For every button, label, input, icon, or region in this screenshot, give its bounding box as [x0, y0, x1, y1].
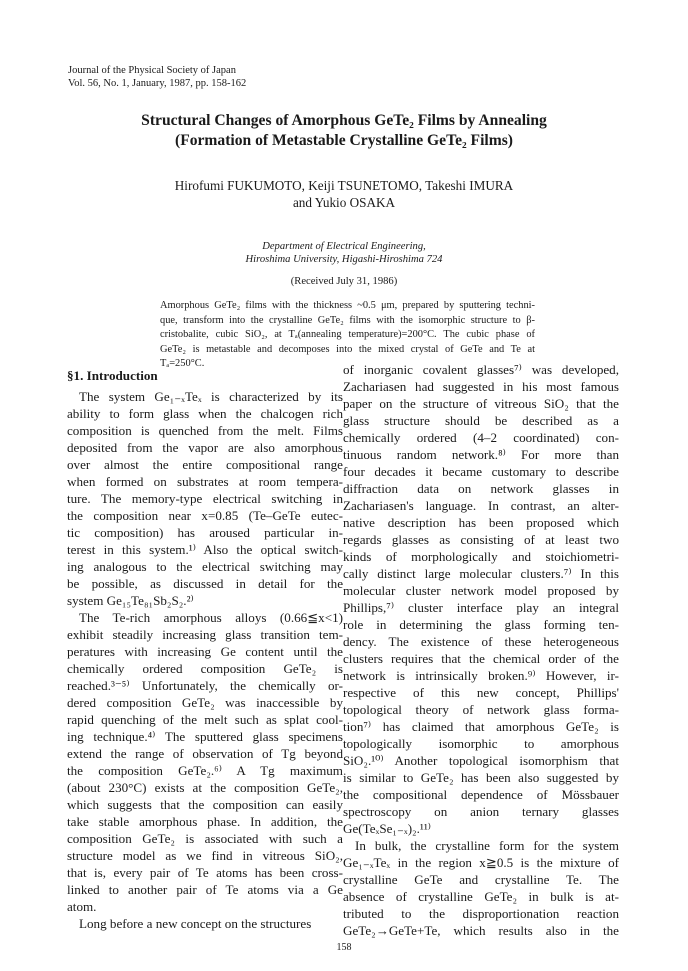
body-line: In bulk, the crystalline form for the system — [355, 838, 619, 853]
body-line: glass structure should be described as a — [343, 413, 619, 428]
body-line: deposited from the vapor are also amorphous — [67, 440, 343, 455]
body-line: clusters requires that the chemical order of the — [343, 651, 619, 666]
body-line: Ge(TeₓSe₁₋ₓ)₂.¹¹⁾ — [343, 821, 431, 836]
body-line: of inorganic covalent glasses⁷⁾ was developed, — [343, 362, 619, 377]
affiliation — [40, 240, 648, 266]
body-line: tic composition) has aroused particular in- — [67, 525, 343, 540]
body-line: crystalline GeTe and crystalline Te. The — [343, 872, 619, 887]
body-line: extend the range of observation of Tg beyond — [67, 746, 343, 761]
body-line: tinuous random network.⁸⁾ For more than — [343, 447, 619, 462]
section-heading: §1. Introduction — [67, 368, 158, 383]
body-line: atom. — [67, 899, 97, 914]
body-line: SiO₂.¹⁰⁾ Another topological isomorphism that — [343, 753, 619, 768]
body-line: four decades it became customary to describe — [343, 464, 619, 479]
body-line: the composition near x=0.85 (Te–GeTe eutec- — [67, 508, 343, 523]
body-line: the compositional dependence of Mössbauer — [343, 787, 619, 802]
body-line: regards glasses as consisting of at least two — [343, 532, 619, 547]
body-line: when formed on substrates at room tempera- — [67, 474, 343, 489]
body-line: Phillips,⁷⁾ cluster interface play an integral — [343, 600, 619, 615]
body-line: role in determining the glass forming ten- — [343, 617, 619, 632]
body-line: which suggests that the composition can easily — [67, 797, 343, 812]
abstract-line: Tₐ=250°C. — [160, 358, 205, 369]
body-line: GeTe₂→GeTe+Te, which results also in the — [343, 923, 619, 938]
journal-name: Journal of the Physical Society of Japan — [68, 65, 236, 76]
body-line: The system Ge₁₋ₓTeₓ is characterized by its — [79, 389, 343, 404]
body-line: network is intrinsically broken.⁹⁾ However, ir- — [343, 668, 619, 683]
body-line: kinds of morphologically and stoichiometri- — [343, 549, 619, 564]
body-line: system Ge₁₅Te₈₁Sb₂S₂.²⁾ — [67, 593, 194, 608]
body-line: paper on the structure of vitreous SiO₂ that the — [343, 396, 619, 411]
body-line: chemically ordered composition GeTe₂ is — [67, 661, 343, 676]
body-line: Zachariasen's language. In contrast, an alter- — [343, 498, 619, 513]
left-column — [67, 361, 343, 932]
body-line: exhibit steadily increasing glass transition tem- — [67, 627, 343, 642]
affiliation-line-1: Department of Electrical Engineering, — [262, 241, 426, 252]
body-line: ing technique.⁴⁾ The sputtered glass specimens — [67, 729, 343, 744]
title-line-1: Structural Changes of Amorphous GeTe₂ Films by Annealing — [141, 112, 547, 129]
body-line: topologically isomorphic to amorphous — [343, 736, 619, 751]
body-line: Zachariasen had suggested in his most famous — [343, 379, 619, 394]
body-line: tributed to the disproportionation reaction — [343, 906, 619, 921]
authors-line-1: Hirofumi FUKUMOTO, Keiji TSUNETOMO, Takeshi IMURA — [174, 178, 514, 193]
title-line-2: (Formation of Metastable Crystalline GeTe₂ Films) — [175, 132, 513, 149]
body-line: The Te-rich amorphous alloys (0.66≦x<1) — [79, 610, 343, 625]
body-line: Ge₁₋ₓTeₓ in the region x≧0.5 is the mixture of — [343, 855, 619, 870]
body-line: (about 230°C) exists at the composition GeTe₂, — [67, 780, 343, 795]
author-list — [40, 177, 648, 211]
journal-volume: Vol. 56, No. 1, January, 1987, pp. 158-162 — [68, 78, 247, 89]
body-line: tion⁷⁾ has claimed that amorphous GeTe₂ is — [343, 719, 619, 734]
body-line: that is, every pair of Te atoms has been cross- — [67, 865, 343, 880]
paper-title — [40, 111, 648, 151]
affiliation-line-2: Hiroshima University, Higashi-Hiroshima 724 — [245, 254, 443, 265]
body-line: reached.³⁻⁵⁾ Unfortunately, the chemically or- — [67, 678, 343, 693]
body-line: absence of crystalline GeTe₂ in bulk is at- — [343, 889, 619, 904]
body-line: diffraction data on network glasses in — [343, 481, 619, 496]
right-column — [343, 361, 619, 939]
body-line: composition is quenched from the melt. Films — [67, 423, 343, 438]
body-line: ing analogous to the electrical switching may — [67, 559, 343, 574]
body-line: dency. The existence of these heterogeneous — [343, 634, 619, 649]
body-line: topological theory of network glass forma- — [343, 702, 619, 717]
abstract-line: que, transform into the crystalline GeTe₂ films with the isomorphic structure to β- — [160, 314, 535, 326]
body-line: ability to form glass when the chalcogen rich — [67, 406, 343, 421]
body-line: chemically ordered (4–2 coordinated) con- — [343, 430, 619, 445]
body-line: molecular cluster network model proposed by — [343, 583, 619, 598]
body-line: composition GeTe₂ is associated with such a — [67, 831, 343, 846]
abstract-line: GeTe₂ is metastable and decomposes into the mixed crystal of GeTe and Te at — [160, 343, 535, 355]
body-line: dered composition GeTe₂ was inaccessible by — [67, 695, 343, 710]
body-line: take stable amorphous phase. In addition, the — [67, 814, 343, 829]
page-number: 158 — [336, 942, 352, 953]
body-line: is similar to GeTe₂ has been also suggested by — [343, 770, 619, 785]
body-line: terest in this system.¹⁾ Also the optical switch- — [67, 542, 343, 557]
body-line: respective of this new concept, Phillips' — [343, 685, 619, 700]
body-line: peratures with increasing Ge content until the — [67, 644, 343, 659]
abstract-line: Amorphous GeTe₂ films with the thickness ~0.5 μm, prepared by sputtering techni- — [160, 300, 535, 311]
body-line: over almost the entire compositional range — [67, 457, 343, 472]
body-line: ture. The memory-type electrical switching in — [67, 491, 343, 506]
body-line: structure model as we find in vitreous SiO₂, — [67, 848, 343, 863]
journal-citation — [68, 64, 246, 90]
body-line: cally distinct large molecular clusters.⁷⁾ In this — [343, 566, 619, 581]
authors-line-2: and Yukio OSAKA — [292, 195, 396, 210]
body-line: rapid quenching of the melt such as splat cool- — [67, 712, 343, 727]
received-date: (Received July 31, 1986) — [290, 276, 398, 287]
body-line: the composition GeTe₂.⁶⁾ A Tg maximum — [67, 763, 343, 778]
body-line: spectroscopy on anion ternary glasses — [343, 804, 619, 819]
abstract-line: cristobalite, cubic SiO₂, at Tₐ(annealing temperature)=200°C. The cubic phase of — [160, 329, 535, 340]
body-line: native description has been proposed which — [343, 515, 619, 530]
body-line: linked to another pair of Te atoms via a Ge — [67, 882, 343, 897]
body-line: Long before a new concept on the structures — [79, 916, 312, 931]
body-line: be possible, as discussed in detail for the — [67, 576, 343, 591]
